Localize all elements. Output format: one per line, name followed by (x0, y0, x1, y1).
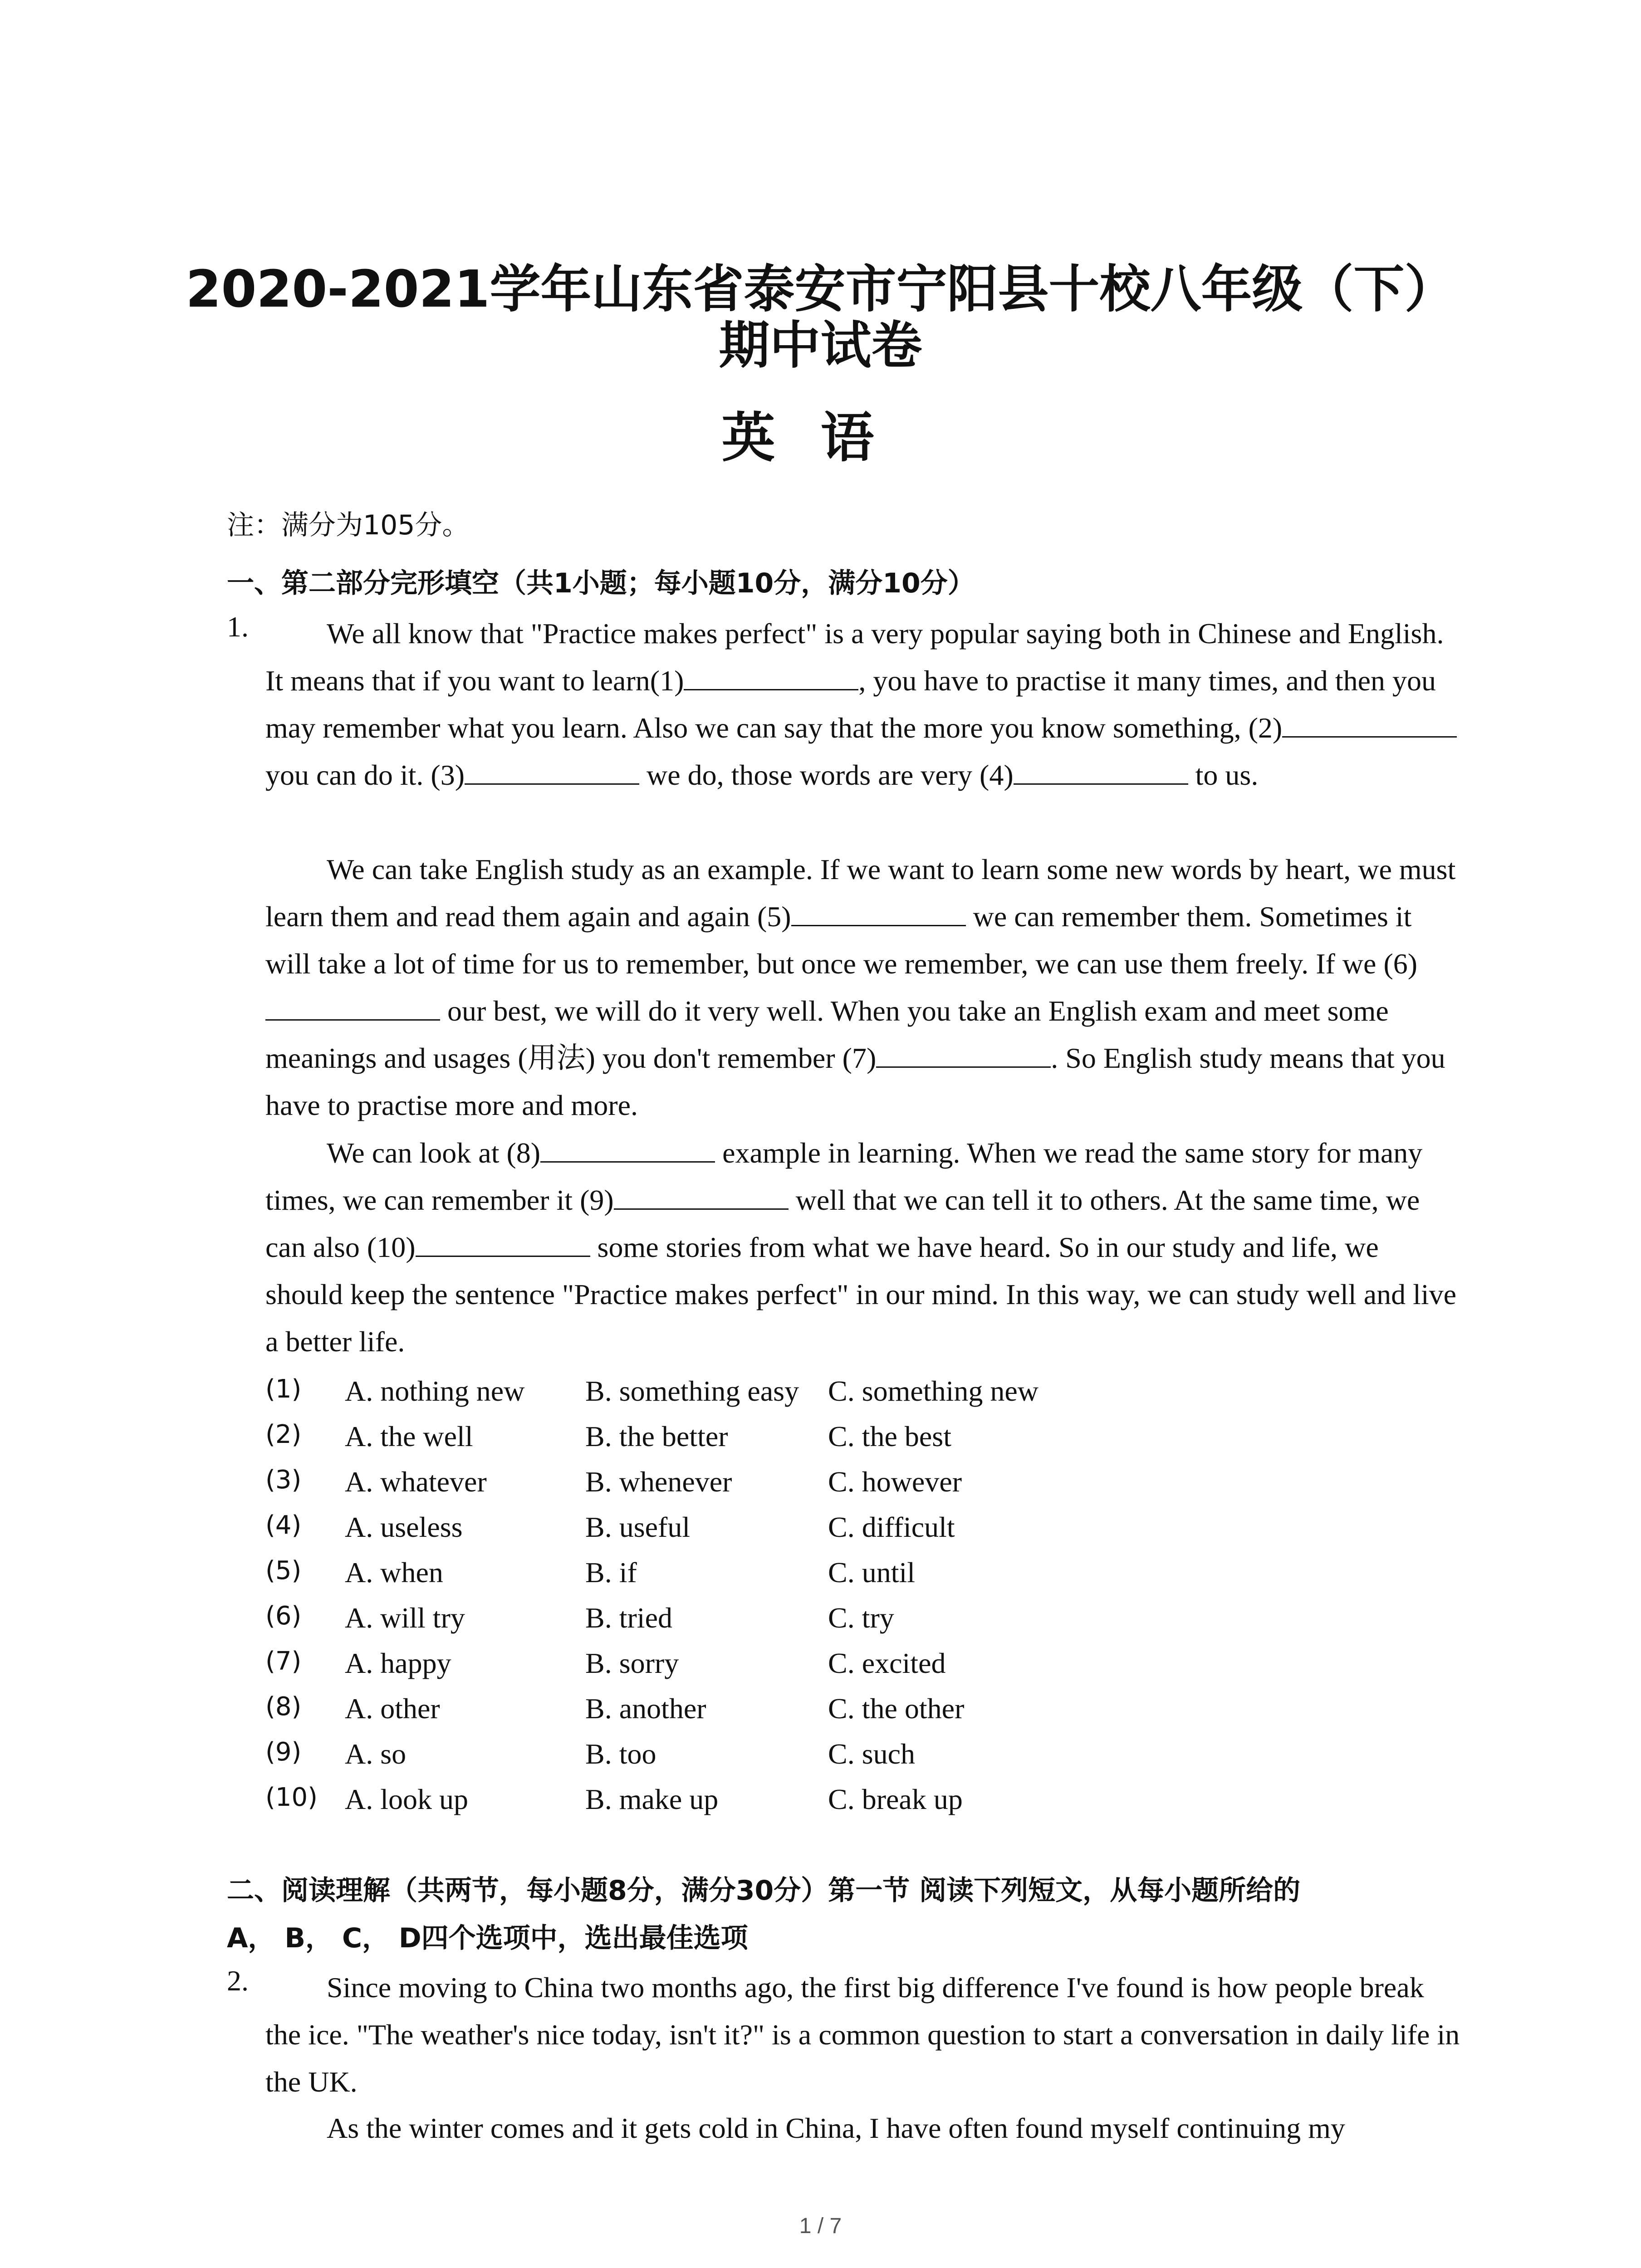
option-c[interactable]: C. the best (828, 1420, 951, 1452)
exam-title-line2: 期中试卷 (719, 316, 922, 375)
option-number: (9) (265, 1737, 302, 1767)
option-a[interactable]: A. look up (345, 1783, 468, 1815)
reading-paragraph-1: Since moving to China two months ago, the first big difference I've found is how people break the ice. "The weather's nice today, isn't it?" is a common question to start a conversation in daily life in the UK. (265, 1971, 1460, 2098)
answer-blank-6 (265, 994, 440, 1021)
option-a[interactable]: A. whatever (345, 1466, 487, 1498)
option-c[interactable]: C. such (828, 1738, 915, 1770)
option-number: (8) (265, 1692, 302, 1721)
option-number: (6) (265, 1601, 302, 1631)
option-a[interactable]: A. happy (345, 1647, 451, 1679)
option-b[interactable]: B. something easy (585, 1375, 799, 1407)
option-number: (10) (265, 1783, 318, 1812)
option-b[interactable]: B. sorry (585, 1647, 679, 1679)
option-number: (2) (265, 1420, 302, 1449)
question-number: 1. (227, 611, 249, 643)
section1-heading: 一、第二部分完形填空（共1小题；每小题10分，满分10分） (227, 567, 975, 599)
subject-title: 英语 (721, 406, 920, 469)
option-c[interactable]: C. try (828, 1602, 894, 1634)
option-b[interactable]: B. tried (585, 1602, 672, 1634)
page-number: 1 / 7 (799, 2214, 842, 2238)
option-number: (5) (265, 1556, 302, 1585)
option-b[interactable]: B. if (585, 1556, 637, 1589)
option-a[interactable]: A. so (345, 1738, 407, 1770)
option-a[interactable]: A. when (345, 1556, 443, 1589)
question-number: 2. (227, 1965, 249, 1997)
cloze-paragraph-1: We all know that "Practice makes perfect" is a very popular saying both in Chinese and English. It means that if you want to learn(1) , you have to practise it many times, and then you may remember what you learn. Also we can say that the more you know something, (2) you can do it. (3) we do, those words are very (4) to us. (265, 610, 1463, 799)
answer-blank-5 (791, 899, 966, 926)
answer-blank-2 (1282, 711, 1457, 738)
exam-title-line1: 2020-2021学年山东省泰安市宁阳县十校八年级（下） (186, 260, 1455, 319)
option-b[interactable]: B. the better (585, 1420, 728, 1452)
reading-paragraph-2: As the winter comes and it gets cold in China, I have often found myself continuing my (327, 2112, 1345, 2144)
option-b[interactable]: B. useful (585, 1511, 691, 1543)
option-c[interactable]: C. until (828, 1556, 916, 1589)
cloze-paragraph-3: We can look at (8) example in learning. When we read the same story for many times, we can remember it (9) well that we can tell it to others. At the same time, we can also (10) some stories from what we have heard. So in our study and life, we should keep the sentence "Practice makes perfect" in our mind. In this way, we can study well and live a better life. (265, 1137, 1457, 1358)
option-b[interactable]: B. make up (585, 1783, 719, 1815)
option-c[interactable]: C. excited (828, 1647, 946, 1679)
option-c[interactable]: C. difficult (828, 1511, 955, 1543)
option-b[interactable]: B. whenever (585, 1466, 732, 1498)
answer-blank-7 (876, 1041, 1051, 1068)
option-number: (7) (265, 1647, 302, 1676)
option-c[interactable]: C. the other (828, 1692, 965, 1725)
option-number: (3) (265, 1465, 302, 1495)
option-a[interactable]: A. nothing new (345, 1375, 525, 1407)
option-a[interactable]: A. the well (345, 1420, 473, 1452)
answer-blank-1 (684, 664, 858, 690)
answer-blank-9 (614, 1183, 789, 1210)
option-number: (4) (265, 1510, 302, 1540)
option-b[interactable]: B. another (585, 1692, 706, 1725)
option-c[interactable]: C. something new (828, 1375, 1038, 1407)
option-b[interactable]: B. too (585, 1738, 656, 1770)
option-c[interactable]: C. break up (828, 1783, 963, 1815)
answer-blank-10 (416, 1230, 590, 1257)
answer-blank-8 (540, 1136, 715, 1163)
score-note: 注：满分为105分。 (227, 509, 470, 541)
section2-heading-line2: A， B， C， D四个选项中，选出最佳选项 (227, 1922, 748, 1954)
option-number: (1) (265, 1374, 302, 1404)
section2-heading-line1: 二、阅读理解（共两节，每小题8分，满分30分）第一节 阅读下列短文，从每小题所给的 (227, 1875, 1301, 1906)
option-a[interactable]: A. useless (345, 1511, 463, 1543)
option-a[interactable]: A. will try (345, 1602, 465, 1634)
answer-blank-3 (465, 758, 639, 785)
option-c[interactable]: C. however (828, 1466, 962, 1498)
option-a[interactable]: A. other (345, 1692, 440, 1725)
answer-blank-4 (1014, 758, 1188, 785)
cloze-paragraph-2: We can take English study as an example. If we want to learn some new words by heart, we must learn them and read them again and again (5) we can remember them. Sometimes it will take a lot of time for us to remember, but once we remember, we can use them freely. If we (6) our best, we will do it very well. When you take an English exam and meet some meanings and usages (用法) you don't remember (7) . So English study means that you have to practise more and more. (265, 853, 1456, 1121)
